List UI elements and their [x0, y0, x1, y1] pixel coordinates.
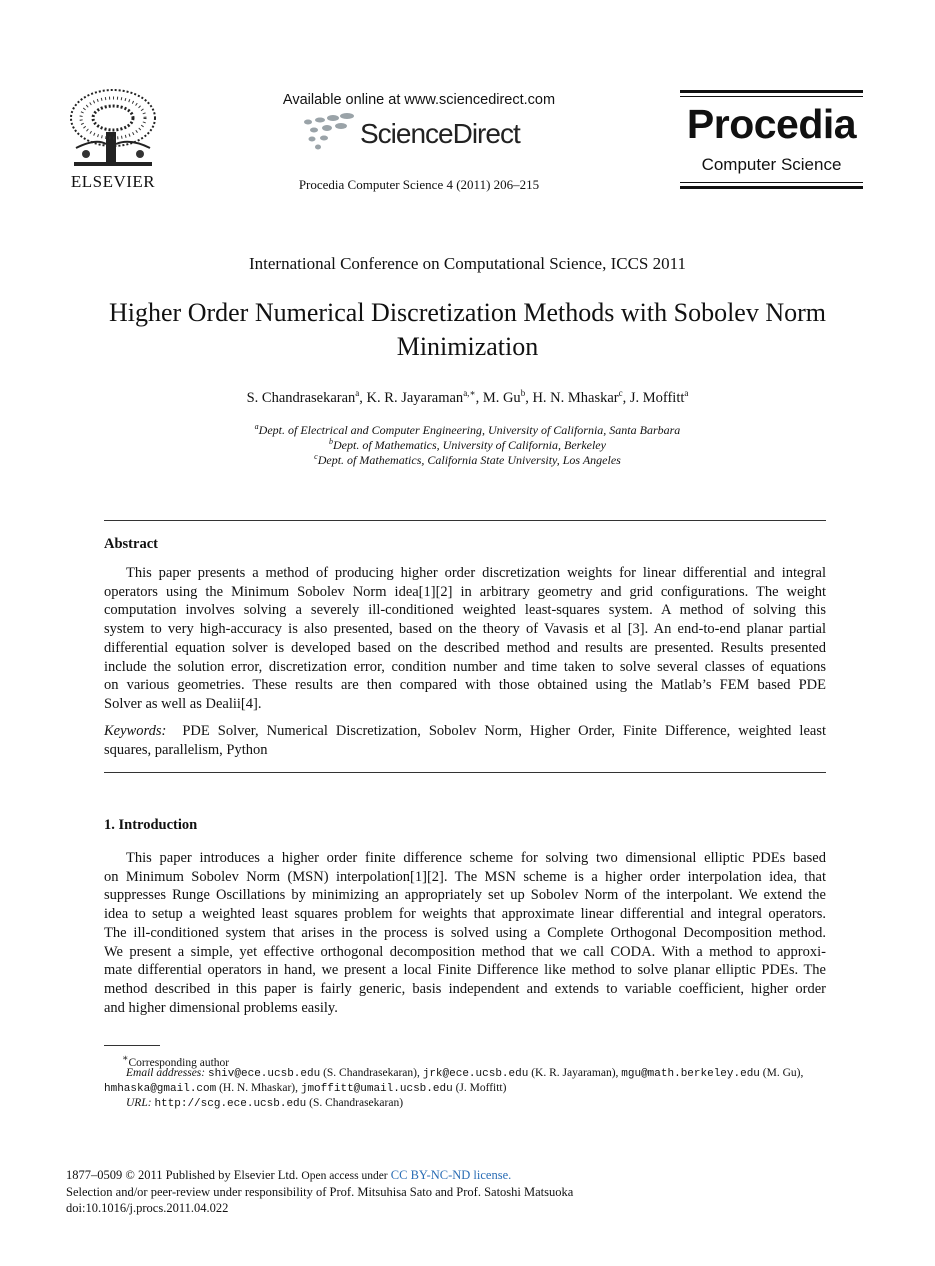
- available-online-text: Available online at www.sciencedirect.com: [282, 92, 556, 108]
- abstract-bottom-rule: [104, 772, 826, 773]
- procedia-bottom-rule-thin: [680, 182, 863, 183]
- procedia-top-rule-thin: [680, 96, 863, 97]
- author-list: S. Chandrasekaran$^a$, K. R. Jayaraman$^{a,∗}$, M. Gu$^b$, H. N. Mhaskar$^c$, J. Moffitt$^a$: [246, 388, 689, 406]
- elsevier-tree-icon: [66, 88, 160, 170]
- section-heading-introduction: 1. Introduction: [104, 817, 198, 833]
- author: J. Moffitt: [629, 389, 685, 406]
- sciencedirect-dots-icon: [300, 112, 360, 152]
- abstract-body: [104, 564, 826, 714]
- intro-line: and higher dimensional problems easily.: [104, 999, 338, 1016]
- abstract-line: include the solution error, discretization error, condition number and time taken to solve several classes of equations: [104, 658, 826, 675]
- author-affil-mark: a: [684, 388, 689, 398]
- affiliation-text: Dept. of Mathematics, University of California, Berkeley: [333, 438, 606, 452]
- footnote-url: [104, 1096, 848, 1112]
- abstract-top-rule: [104, 520, 826, 521]
- affiliation-text: Dept. of Electrical and Computer Engineering, University of California, Santa Barbara: [258, 423, 681, 437]
- paper-title: Higher Order Numerical Discretization Methods with Sobolev Norm Minimization: [109, 298, 826, 361]
- keywords-line: squares, parallelism, Python: [104, 741, 268, 758]
- abstract-line: differential equation solver is developed based on the described method and results are presented. Results presented: [104, 639, 826, 656]
- keywords-line: [104, 722, 826, 741]
- email-link[interactable]: shiv@ece.ucsb.edu: [207, 1068, 321, 1080]
- footnote-emails-cont: [104, 1081, 826, 1097]
- journal-reference: Procedia Computer Science 4 (2011) 206–215: [298, 177, 540, 192]
- license-link[interactable]: CC BY-NC-ND license.: [390, 1168, 512, 1182]
- abstract-line: computation involves solving a severely ill-conditioned weighted least-squares system. A method of solving this: [104, 602, 826, 619]
- email-owner: (H. N. Mhaskar),: [219, 1082, 298, 1094]
- intro-line: The ill-conditioned system that arises in the process is solved using a Complete Orthogonal Decomposition method.: [104, 924, 826, 941]
- keywords-label: Keywords:: [104, 723, 167, 739]
- affiliation-mark: c: [314, 452, 318, 461]
- abstract-line: system to very high-accuracy is also presented, based on the theory of Vavasis et al [3]. An end-to-end planar partial: [104, 621, 826, 638]
- procedia-logo: [680, 90, 863, 190]
- email-label: Email addresses:: [126, 1067, 206, 1079]
- open-access-text: Open access under: [301, 1170, 388, 1182]
- email-link[interactable]: jrk@ece.ucsb.edu: [422, 1068, 529, 1080]
- email-link[interactable]: mgu@math.berkeley.edu: [621, 1068, 760, 1080]
- email-link[interactable]: jmoffitt@umail.ucsb.edu: [300, 1083, 453, 1095]
- doi-line: doi:10.1016/j.procs.2011.04.022: [66, 1201, 229, 1215]
- footnote-text: Corresponding author: [128, 1056, 230, 1069]
- keywords-text: PDE Solver, Numerical Discretization, Sobolev Norm, Higher Order, Finite Difference, weighted least: [182, 723, 827, 739]
- intro-line: suppresses Runge Oscillations by minimizing an appropriately set up Sobolev Norm of the interpolant. We extend the: [104, 887, 826, 904]
- copyright-text: 1877–0509 © 2011 Published by Elsevier Ltd.: [66, 1168, 299, 1182]
- abstract-line: operators using the Minimum Sobolev Norm idea[1][2] in arbitrary geometry and grid configurations. The weight: [104, 583, 826, 600]
- keywords: [104, 722, 826, 759]
- procedia-top-rule: [680, 90, 863, 93]
- email-owner: (J. Moffitt): [455, 1082, 507, 1094]
- copyright-line: [66, 1167, 511, 1184]
- abstract-line: on various geometries. These results are then compared with those obtained using the Matlab’s FEM based PDE: [104, 677, 826, 694]
- affiliation: [0, 422, 935, 438]
- author-affil-mark: a: [355, 388, 360, 398]
- sciencedirect-wordmark: ScienceDirect: [360, 118, 520, 149]
- abstract-line: This paper presents a method of producing higher order discretization weights for linear differential and integral: [126, 565, 826, 581]
- abstract-line: Solver as well as Dealii[4].: [104, 695, 262, 712]
- author: M. Gu: [482, 389, 521, 406]
- email-owner: (M. Gu),: [762, 1067, 804, 1079]
- affiliation-mark: a: [254, 422, 259, 431]
- url-link[interactable]: http://scg.ece.ucsb.edu: [154, 1098, 307, 1110]
- affiliation-mark: b: [329, 437, 334, 446]
- abstract-heading: Abstract: [104, 536, 158, 552]
- sciencedirect-logo: [300, 112, 540, 156]
- author-affil-mark: a,∗: [463, 388, 476, 398]
- url-owner: (S. Chandrasekaran): [309, 1097, 404, 1109]
- intro-line: idea to setup a weighted least squares problem for weights that approximate linear differential and integral operators.: [104, 906, 826, 923]
- author: K. R. Jayaraman: [366, 389, 464, 406]
- procedia-wordmark: Procedia: [686, 101, 857, 147]
- elsevier-logo: [66, 88, 160, 194]
- email-owner: (K. R. Jayaraman),: [531, 1067, 619, 1079]
- intro-line: We present a simple, yet effective orthogonal decomposition method that we call CODA. With a method to approxi-: [104, 943, 826, 960]
- elsevier-wordmark: ELSEVIER: [70, 172, 156, 191]
- footnote-emails: [104, 1066, 848, 1082]
- footnote-mark: ∗: [122, 1053, 129, 1064]
- footnote-rule: [104, 1045, 160, 1046]
- email-link[interactable]: hmhaska@gmail.com: [104, 1083, 217, 1095]
- email-owner: (S. Chandrasekaran),: [323, 1067, 420, 1079]
- affiliation: [0, 452, 935, 468]
- author: H. N. Mhaskar: [532, 389, 619, 406]
- author-affil-mark: b: [520, 388, 526, 398]
- conference-name: International Conference on Computational Science, ICCS 2011: [248, 254, 686, 273]
- intro-line: This paper introduces a higher order finite difference scheme for solving two dimensional elliptic PDEs based: [126, 850, 826, 866]
- introduction-body: [104, 849, 826, 1017]
- url-label: URL:: [126, 1097, 152, 1109]
- peer-review-line: Selection and/or peer-review under responsibility of Prof. Mitsuhisa Sato and Prof. Satoshi Matsuoka: [66, 1185, 574, 1199]
- author-affil-mark: c: [618, 388, 623, 398]
- affiliation-text: Dept. of Mathematics, California State University, Los Angeles: [317, 453, 621, 467]
- intro-line: method described in this paper is fairly generic, basis independent and extends to variable coefficient, higher order: [104, 980, 826, 997]
- affiliation: [0, 437, 935, 453]
- author: S. Chandrasekaran: [246, 389, 356, 406]
- procedia-subtitle: Computer Science: [701, 155, 842, 174]
- intro-line: mate differential operators in hand, we present a local Finite Difference like method to solve planar elliptic PDEs. The: [104, 962, 826, 979]
- intro-line: on Minimum Sobolev Norm (MSN) interpolation[1][2]. The MSN scheme is a higher order interpolation idea, that: [104, 868, 826, 885]
- procedia-bottom-rule: [680, 186, 863, 189]
